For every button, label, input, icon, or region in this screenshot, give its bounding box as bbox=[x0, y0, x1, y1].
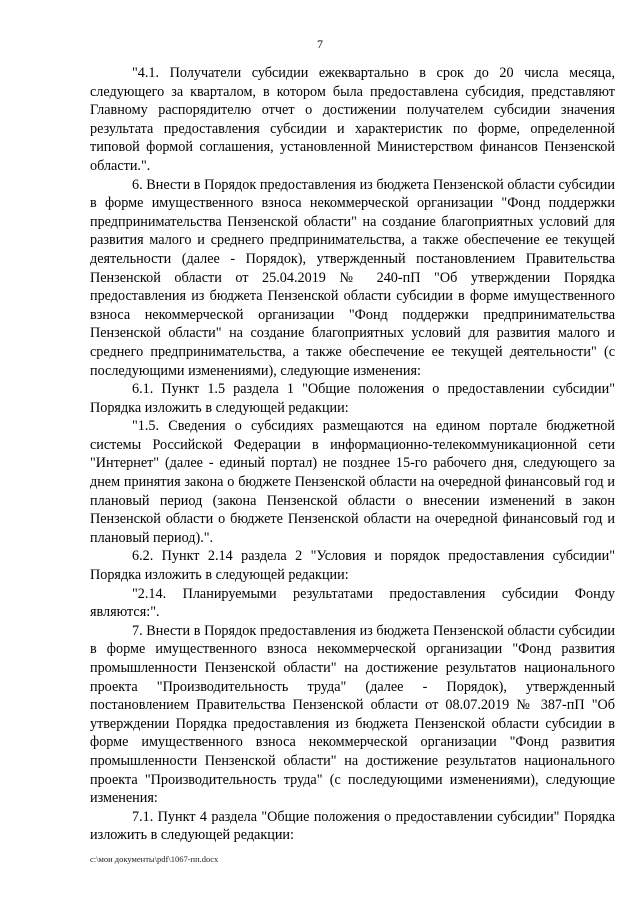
paragraph-2-14-quote: "2.14. Планируемыми результатами предоставления субсидии Фонду являются:". bbox=[90, 585, 615, 621]
paragraph-4-1-quote: "4.1. Получатели субсидии ежеквартально в срок до 20 числа месяца, следующего за кварталом, в котором была предоставлена субсидия, представляют Главному распорядителю отчет о достижении получателем субсидии значения результата предоставления субсидии и характеристик по форме, определенной типовой формой соглашения, установленной Министерством финансов Пензенской области.". bbox=[90, 65, 615, 174]
document-body bbox=[90, 64, 615, 845]
paragraph-1-5-quote: "1.5. Сведения о субсидиях размещаются на едином портале бюджетной системы Российской Федерации в информационно-телекоммуникационной сети "Интернет" (далее - единый портал) не позднее 15-го рабочего дня, следующего за днем принятия закона о бюджете Пензенской области на очередной финансовый год и плановый период (закона Пензенской области о внесении изменений в закон Пензенской области о бюджете Пензенской области на очередной финансовый год и плановый период).". bbox=[90, 418, 615, 546]
paragraph-7-1: 7.1. Пункт 4 раздела "Общие положения о предоставлении субсидии" Порядка изложить в следующей редакции: bbox=[90, 808, 615, 844]
paragraph-7: 7. Внести в Порядок предоставления из бюджета Пензенской области субсидии в форме имущественного взноса некоммерческой организации "Фонд развития промышленности Пензенской области" на достижение результатов национального проекта "Производительность труда" (далее - Порядок), утвержденный постановлением Правительства Пензенской области от 08.07.2019 № 387-пП "Об утверждении Порядка предоставления из бюджета Пензенской области субсидии в форме имущественного взноса некоммерческой организации "Фонд развития промышленности Пензенской области" на достижение результатов национального проекта "Производительность труда" (с последующими изменениями), следующие изменения: bbox=[90, 622, 615, 807]
page-number: 7 bbox=[317, 37, 323, 51]
footer-file-path: c:\мои документы\pdf\1067-пп.docx bbox=[90, 854, 219, 864]
paragraph-6-1: 6.1. Пункт 1.5 раздела 1 "Общие положения о предоставлении субсидии" Порядка изложить в следующей редакции: bbox=[90, 381, 615, 416]
paragraph-6-2: 6.2. Пункт 2.14 раздела 2 "Условия и порядок предоставления субсидии" Порядка изложить в следующей редакции: bbox=[90, 548, 615, 584]
paragraph-6: 6. Внести в Порядок предоставления из бюджета Пензенской области субсидии в форме имущественного взноса некоммерческой организации "Фонд поддержки предпринимательства Пензенской области" на создание благоприятных условий для развития малого и среднего предпринимательства, а также обеспечение ее текущей деятельности (далее - Порядок), утвержденный постановлением Правительства Пензенской области от 25.04.2019 № 240-пП "Об утверждении Порядка предоставления из бюджета Пензенской области субсидии в форме имущественного взноса некоммерческой организации "Фонд поддержки предпринимательства Пензенской области" на создание благоприятных условий для развития малого и среднего предпринимательства, а также обеспечение ее текущей деятельности" (с последующими изменениями), следующие изменения: bbox=[90, 176, 615, 379]
